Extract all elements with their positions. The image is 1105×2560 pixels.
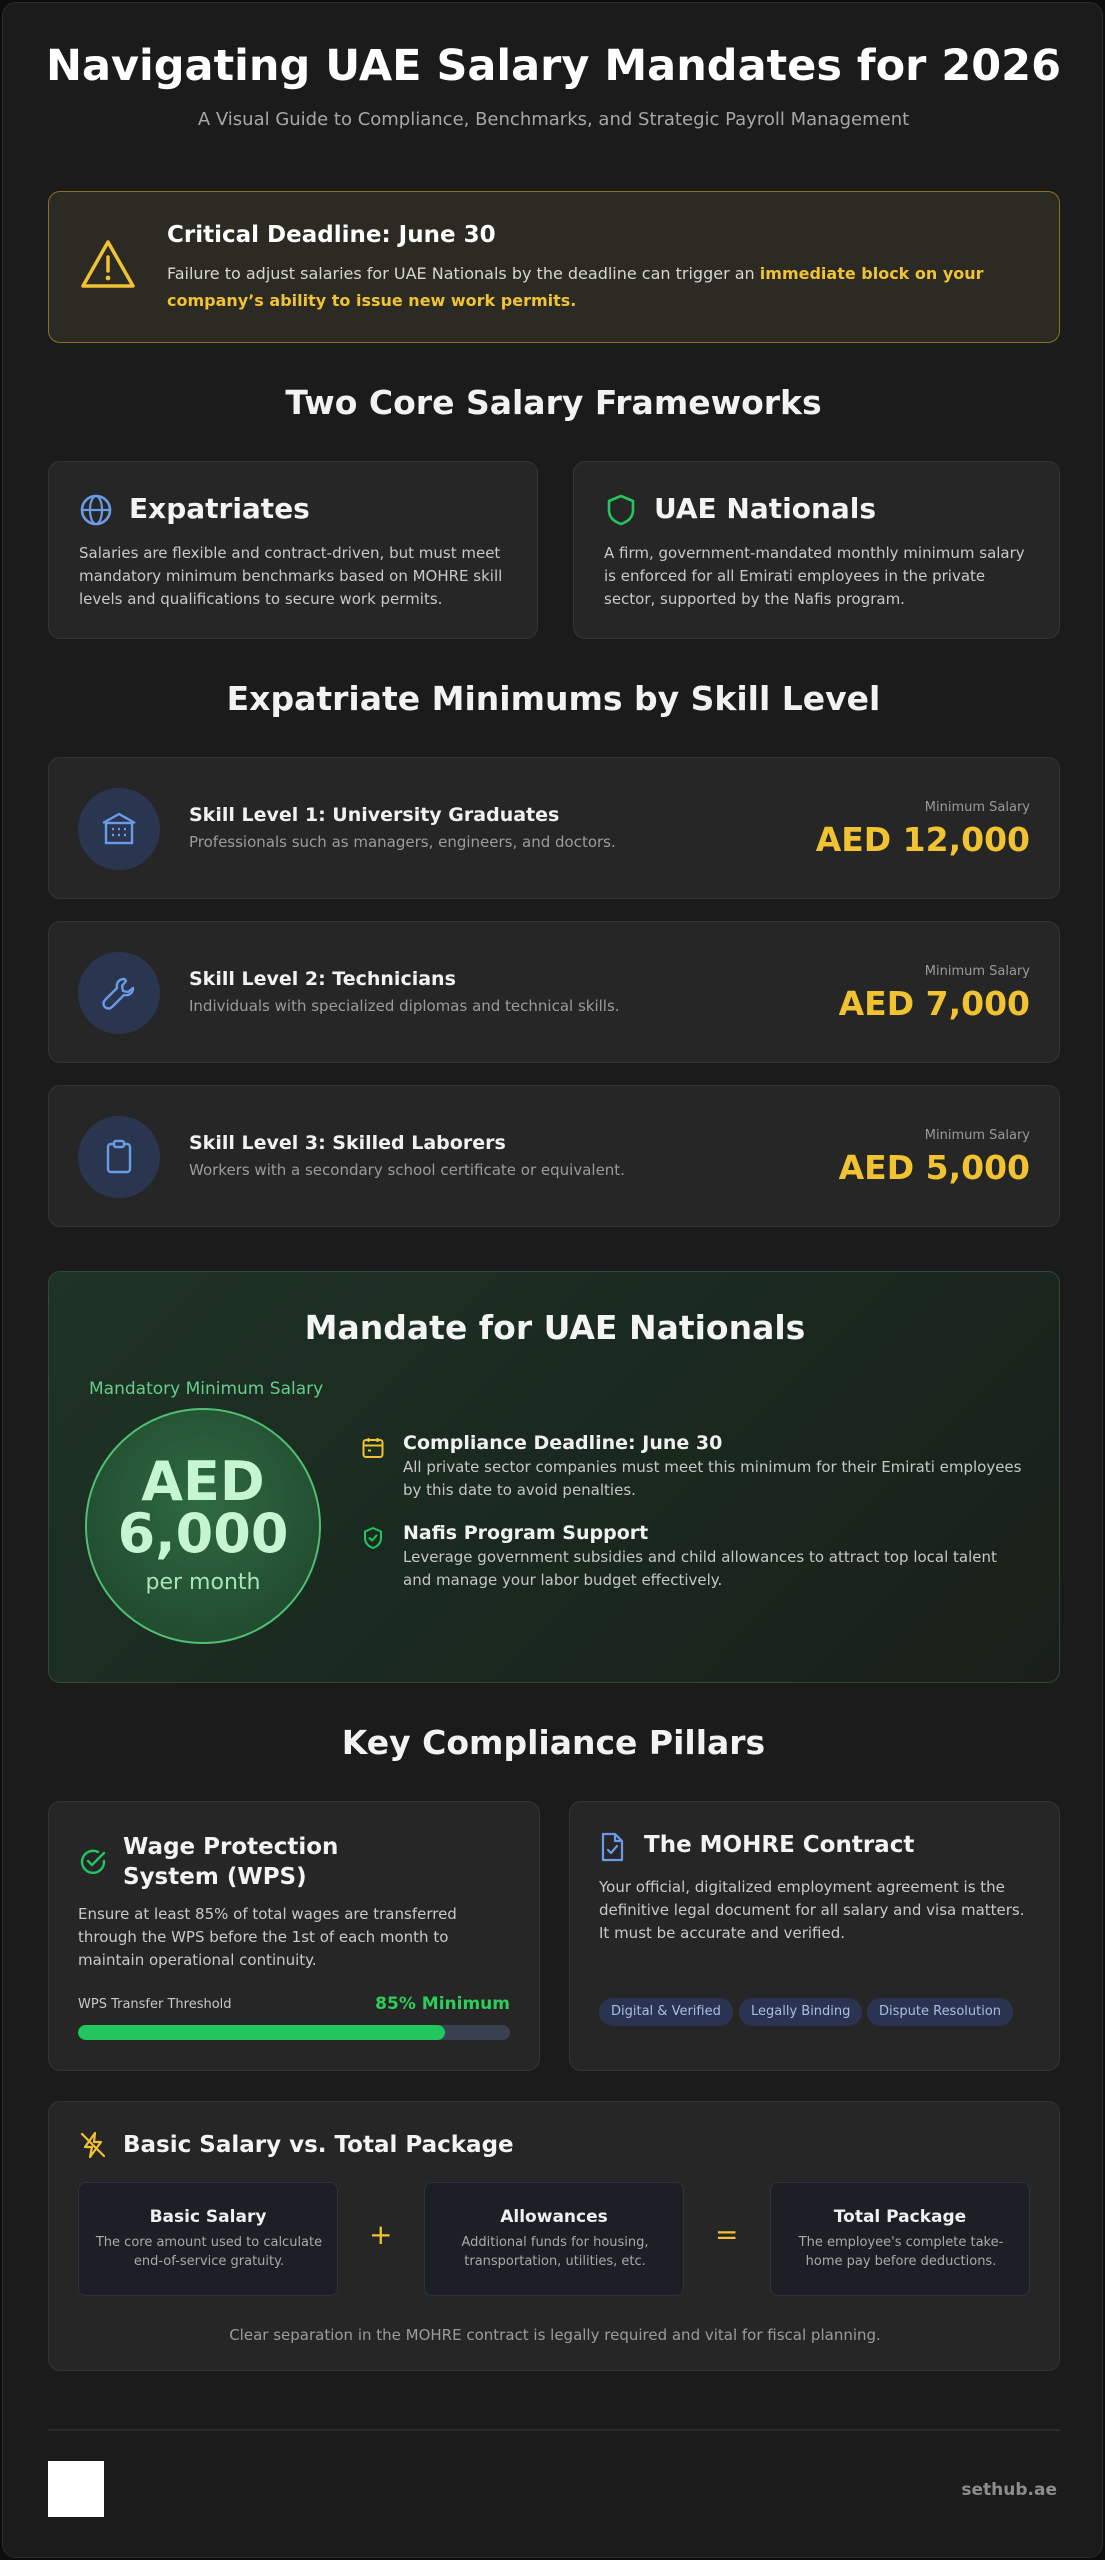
wps-bar-value: 85% Minimum	[375, 1994, 510, 2014]
alert-text-body: Failure to adjust salaries for UAE Nationals by the deadline can trigger an	[167, 264, 760, 283]
wps-title: Wage Protection System (WPS)	[123, 1834, 339, 1890]
nationals-item-title: Compliance Deadline: June 30	[403, 1432, 723, 1454]
critical-deadline-alert	[48, 191, 1060, 343]
skill-icon-circle	[78, 952, 160, 1034]
logo	[48, 2461, 104, 2517]
salary-amount: 6,000	[117, 1502, 289, 1565]
wps-bar-label: WPS Transfer Threshold	[78, 1997, 232, 2012]
nationals-item-text: All private sector companies must meet this minimum for their Emirati employees by this date to avoid penalties.	[403, 1458, 1022, 1499]
contract-title: The MOHRE Contract	[644, 1832, 915, 1858]
pillars-section-title: Key Compliance Pillars	[341, 1723, 766, 1762]
frameworks-section-title: Two Core Salary Frameworks	[285, 383, 822, 422]
skill-min-label: Minimum Salary	[924, 964, 1030, 979]
equals-operator: =	[715, 2218, 739, 2251]
contract-tag: Digital & Verified	[599, 1998, 733, 2026]
skill-min-value: AED 7,000	[838, 984, 1030, 1023]
box-title: Total Package	[833, 2207, 967, 2227]
plus-operator: +	[369, 2218, 393, 2251]
nationals-salary-circle	[85, 1408, 321, 1644]
framework-title: UAE Nationals	[654, 492, 877, 525]
globe-icon	[79, 493, 113, 527]
skill-card-level-2	[48, 921, 1060, 1063]
contract-tag: Legally Binding	[739, 1998, 862, 2026]
framework-text: A firm, government-mandated monthly minimum salary is enforced for all Emirati employees in the private sector, supported by the Nafis program.	[604, 544, 1025, 608]
skill-desc: Workers with a secondary school certificate or equivalent.	[189, 1161, 625, 1179]
box-text: The employee's complete take-home pay before deductions.	[798, 2235, 1004, 2269]
alert-text	[167, 260, 1027, 314]
box-text: Additional funds for housing, transportation, utilities, etc.	[461, 2235, 649, 2269]
nationals-min-label: Mandatory Minimum Salary	[89, 1379, 324, 1399]
nationals-item-title: Nafis Program Support	[403, 1522, 649, 1544]
basic-vs-total-title: Basic Salary vs. Total Package	[123, 2132, 514, 2158]
page	[2, 2, 1103, 2558]
framework-card-uae-nationals	[573, 461, 1060, 639]
document-check-icon	[599, 1832, 625, 1866]
footer-brand[interactable]: sethub.ae	[961, 2480, 1057, 2500]
nationals-title: Mandate for UAE Nationals	[304, 1308, 806, 1347]
calendar-icon	[361, 1436, 385, 1460]
alert-text-highlight: immediate block on your company’s ability to issue new work permits.	[167, 264, 984, 310]
lightning-icon	[78, 2130, 108, 2164]
framework-text: Salaries are flexible and contract-driven, but must meet mandatory minimum benchmarks based on MOHRE skill levels and qualifications to secure work permits.	[79, 544, 503, 608]
skill-min-value: AED 5,000	[838, 1148, 1030, 1187]
box-title: Allowances	[500, 2207, 608, 2227]
skills-section-title: Expatriate Minimums by Skill Level	[226, 679, 881, 718]
framework-title: Expatriates	[129, 492, 310, 525]
alert-title: Critical Deadline: June 30	[167, 222, 496, 248]
nationals-mandate-panel	[48, 1271, 1060, 1683]
page-subtitle: A Visual Guide to Compliance, Benchmarks, and Strategic Payroll Management	[197, 109, 910, 130]
basic-vs-total-note: Clear separation in the MOHRE contract is legally required and vital for fiscal planning.	[229, 2326, 881, 2344]
salary-currency: AED	[141, 1450, 265, 1513]
wps-text: Ensure at least 85% of total wages are transferred through the WPS before the 1st of each month to maintain operational continuity.	[78, 1905, 457, 1969]
allowances-box	[424, 2182, 684, 2296]
warning-icon	[79, 238, 137, 294]
salary-period: per month	[145, 1570, 261, 1595]
mohre-contract-card	[569, 1801, 1060, 2071]
page-title: Navigating UAE Salary Mandates for 2026	[46, 41, 1061, 91]
wps-card	[48, 1801, 540, 2071]
skill-desc: Professionals such as managers, engineers, and doctors.	[189, 833, 616, 851]
skill-min-label: Minimum Salary	[924, 1128, 1030, 1143]
basic-vs-total-card	[48, 2101, 1060, 2371]
wps-progress-fill	[78, 2025, 445, 2040]
shield-check-icon	[361, 1526, 385, 1550]
skill-title: Skill Level 3: Skilled Laborers	[189, 1132, 506, 1154]
basic-salary-box	[78, 2182, 338, 2296]
skill-icon-circle	[78, 1116, 160, 1198]
skill-min-label: Minimum Salary	[924, 800, 1030, 815]
skill-title: Skill Level 2: Technicians	[189, 968, 456, 990]
skill-desc: Individuals with specialized diplomas and technical skills.	[189, 997, 620, 1015]
contract-text: Your official, digitalized employment agreement is the definitive legal document for all salary and visa matters. It must be accurate and verified.	[599, 1878, 1025, 1942]
skill-card-level-3	[48, 1085, 1060, 1227]
wps-progress-track	[78, 2025, 510, 2040]
box-text: The core amount used to calculate end-of-service gratuity.	[95, 2235, 323, 2269]
skill-card-level-1	[48, 757, 1060, 899]
skill-title: Skill Level 1: University Graduates	[189, 804, 560, 826]
skill-icon-circle	[78, 788, 160, 870]
skill-min-value: AED 12,000	[815, 820, 1030, 859]
footer-divider	[48, 2429, 1060, 2431]
framework-card-expatriates	[48, 461, 538, 639]
check-circle-icon	[78, 1847, 108, 1881]
total-package-box	[770, 2182, 1030, 2296]
box-title: Basic Salary	[149, 2207, 267, 2227]
shield-icon	[604, 493, 638, 527]
nationals-item-text: Leverage government subsidies and child allowances to attract top local talent and manage your labor budget effectively.	[403, 1548, 997, 1589]
contract-tag: Dispute Resolution	[867, 1998, 1013, 2026]
